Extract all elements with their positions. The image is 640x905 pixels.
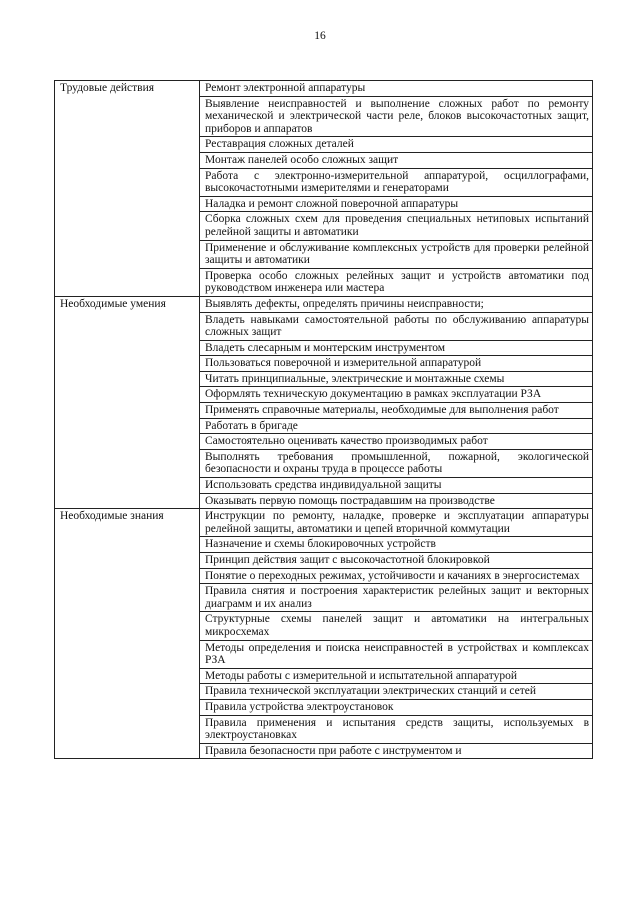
table-cell-required-skills-item: Самостоятельно оценивать качество производимых работ bbox=[200, 434, 593, 450]
table-cell-required-skills-item: Читать принципиальные, электрические и монтажные схемы bbox=[200, 371, 593, 387]
table-cell-required-knowledge-item: Понятие о переходных режимах, устойчивости и качаниях в энергосистемах bbox=[200, 568, 593, 584]
page-number: 16 bbox=[314, 30, 326, 42]
table-cell-required-knowledge-item: Инструкции по ремонту, наладке, проверке и эксплуатации аппаратуры релейной защиты, автоматики и цепей вторичной коммутации bbox=[200, 509, 593, 537]
table-row bbox=[55, 81, 593, 97]
table-cell-required-skills-item: Владеть слесарным и монтерским инструментом bbox=[200, 340, 593, 356]
table-cell-required-knowledge-item: Правила технической эксплуатации электрических станций и сетей bbox=[200, 684, 593, 700]
table-cell-labor-actions-item: Монтаж панелей особо сложных защит bbox=[200, 152, 593, 168]
table-cell-required-skills-item: Выявлять дефекты, определять причины неисправности; bbox=[200, 296, 593, 312]
table-row bbox=[55, 296, 593, 312]
table-cell-labor-actions-item: Работа с электронно-измерительной аппаратурой, осциллографами, высокочастотными измерителями и генераторами bbox=[200, 168, 593, 196]
table-cell-labor-actions-item: Применение и обслуживание комплексных устройств для проверки релейной защиты и автоматики bbox=[200, 240, 593, 268]
table-cell-labor-actions-item: Реставрация сложных деталей bbox=[200, 137, 593, 153]
qualification-table bbox=[54, 80, 593, 759]
table-cell-required-skills-item: Использовать средства индивидуальной защиты bbox=[200, 478, 593, 494]
table-cell-labor-actions-item: Выявление неисправностей и выполнение сложных работ по ремонту механической и электрической части реле, блоков высокочастотных защит, приборов и аппаратов bbox=[200, 96, 593, 137]
table-cell-labor-actions-item: Наладка и ремонт сложной поверочной аппаратуры bbox=[200, 196, 593, 212]
group-title-required-knowledge: Необходимые знания bbox=[55, 509, 200, 759]
group-title-labor-actions: Трудовые действия bbox=[55, 81, 200, 297]
table-cell-required-skills-item: Владеть навыками самостоятельной работы по обслуживанию аппаратуры сложных защит bbox=[200, 312, 593, 340]
group-title-required-skills: Необходимые умения bbox=[55, 296, 200, 508]
table-cell-labor-actions-item: Ремонт электронной аппаратуры bbox=[200, 81, 593, 97]
table-cell-labor-actions-item: Сборка сложных схем для проведения специальных нетиповых испытаний релейной защиты и автоматики bbox=[200, 212, 593, 240]
table-cell-required-knowledge-item: Назначение и схемы блокировочных устройств bbox=[200, 537, 593, 553]
table-cell-required-skills-item: Оформлять техническую документацию в рамках эксплуатации РЗА bbox=[200, 387, 593, 403]
table-cell-required-knowledge-item: Правила снятия и построения характеристик релейных защит и векторных диаграмм и их анализ bbox=[200, 584, 593, 612]
table-cell-required-knowledge-item: Структурные схемы панелей защит и автоматики на интегральных микросхемах bbox=[200, 612, 593, 640]
table-cell-required-knowledge-item: Правила безопасности при работе с инструментом и bbox=[200, 743, 593, 759]
table-cell-required-skills-item: Работать в бригаде bbox=[200, 418, 593, 434]
table-cell-required-knowledge-item: Принцип действия защит с высокочастотной блокировкой bbox=[200, 553, 593, 569]
table-cell-labor-actions-item: Проверка особо сложных релейных защит и устройств автоматики под руководством инженера или мастера bbox=[200, 268, 593, 296]
table-cell-required-knowledge-item: Методы определения и поиска неисправностей в устройствах и комплексах РЗА bbox=[200, 640, 593, 668]
table-cell-required-knowledge-item: Правила применения и испытания средств защиты, используемых в электроустановках bbox=[200, 715, 593, 743]
table-row bbox=[55, 509, 593, 537]
table-cell-required-knowledge-item: Правила устройства электроустановок bbox=[200, 699, 593, 715]
table-cell-required-skills-item: Выполнять требования промышленной, пожарной, экологической безопасности и охраны труда в процессе работы bbox=[200, 449, 593, 477]
qualification-table-body bbox=[55, 81, 593, 759]
table-cell-required-skills-item: Пользоваться поверочной и измерительной аппаратурой bbox=[200, 356, 593, 372]
table-cell-required-skills-item: Оказывать первую помощь пострадавшим на производстве bbox=[200, 493, 593, 509]
table-cell-required-skills-item: Применять справочные материалы, необходимые для выполнения работ bbox=[200, 403, 593, 419]
table-cell-required-knowledge-item: Методы работы с измерительной и испытательной аппаратурой bbox=[200, 668, 593, 684]
